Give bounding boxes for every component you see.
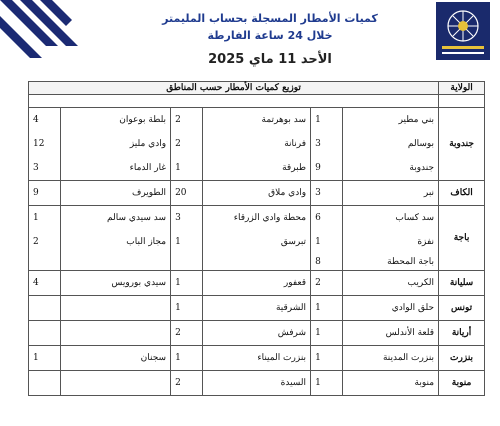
table-subheader-row bbox=[29, 95, 485, 108]
table-row bbox=[29, 371, 485, 396]
governorate-column-header: الولاية bbox=[439, 82, 485, 95]
report-subtitle: خلال 24 ساعة الفارطة bbox=[207, 29, 333, 42]
table-row bbox=[29, 156, 485, 181]
station-name: طبرقة bbox=[203, 156, 311, 181]
station-name: شرفش bbox=[203, 321, 311, 346]
report-date: الأحد 11 ماي 2025 bbox=[208, 52, 332, 67]
table-row bbox=[29, 108, 485, 133]
station-name: بني مطير bbox=[343, 108, 439, 133]
rainfall-value: 20 bbox=[171, 181, 203, 206]
rainfall-value: 12 bbox=[29, 132, 61, 156]
rainfall-value: 1 bbox=[171, 230, 203, 254]
station-name: منوبة bbox=[343, 371, 439, 396]
station-name: سد بوهرتمة bbox=[203, 108, 311, 133]
distribution-column-header: توزيع كميات الأمطار حسب المناطق bbox=[29, 82, 439, 95]
station-name: سد كساب bbox=[343, 206, 439, 231]
table-header-row bbox=[29, 82, 485, 95]
table-row bbox=[29, 254, 485, 271]
station-name: بلطة بوعوان bbox=[61, 108, 171, 133]
rainfall-value: 4 bbox=[29, 271, 61, 296]
governorate-name: تونس bbox=[439, 296, 485, 321]
governorate-name: منوبة bbox=[439, 371, 485, 396]
rainfall-value: 1 bbox=[29, 206, 61, 231]
governorate-name: باجة bbox=[439, 206, 485, 271]
station-name: بنزرت المدينة bbox=[343, 346, 439, 371]
governorate-name: بنزرت bbox=[439, 346, 485, 371]
station-name: حلق الوادي bbox=[343, 296, 439, 321]
station-name: مجاز الباب bbox=[61, 230, 171, 254]
rainfall-value: 3 bbox=[311, 181, 343, 206]
station-name: تبرسق bbox=[203, 230, 311, 254]
rainfall-value: 1 bbox=[311, 108, 343, 133]
rainfall-value: 2 bbox=[171, 321, 203, 346]
station-name: السيدة bbox=[203, 371, 311, 396]
station-name: بنزرت الميناء bbox=[203, 346, 311, 371]
station-name: الشرقية bbox=[203, 296, 311, 321]
rainfall-value: 3 bbox=[171, 206, 203, 231]
station-name: نبر bbox=[343, 181, 439, 206]
rainfall-value: 1 bbox=[311, 371, 343, 396]
diagonal-stripes-icon bbox=[0, 0, 90, 60]
rainfall-value: 9 bbox=[311, 156, 343, 181]
station-name: سد سيدي سالم bbox=[61, 206, 171, 231]
rainfall-value: 2 bbox=[311, 271, 343, 296]
rainfall-value: 1 bbox=[311, 230, 343, 254]
station-name: الطويرف bbox=[61, 181, 171, 206]
station-name bbox=[61, 321, 171, 346]
station-name: فرنانة bbox=[203, 132, 311, 156]
rainfall-value: 1 bbox=[171, 296, 203, 321]
station-name: قلعة الأندلس bbox=[343, 321, 439, 346]
station-name bbox=[61, 296, 171, 321]
rainfall-value bbox=[29, 254, 61, 271]
rainfall-value: 8 bbox=[311, 254, 343, 271]
rainfall-value: 3 bbox=[29, 156, 61, 181]
table-row bbox=[29, 230, 485, 254]
rainfall-table bbox=[28, 81, 485, 396]
station-name: بوسالم bbox=[343, 132, 439, 156]
table-row bbox=[29, 321, 485, 346]
station-name: الكريب bbox=[343, 271, 439, 296]
report-title: كميات الأمطار المسجلة بحساب المليمتر bbox=[162, 12, 378, 25]
station-name: قعفور bbox=[203, 271, 311, 296]
station-name bbox=[61, 254, 171, 271]
station-name: محطة وادي الزرقاء bbox=[203, 206, 311, 231]
rainfall-value: 1 bbox=[171, 156, 203, 181]
rainfall-value: 3 bbox=[311, 132, 343, 156]
rainfall-value: 2 bbox=[29, 230, 61, 254]
rainfall-value: 9 bbox=[29, 181, 61, 206]
station-name: نفزة bbox=[343, 230, 439, 254]
rainfall-value bbox=[171, 254, 203, 271]
table-row bbox=[29, 271, 485, 296]
rainfall-value: 2 bbox=[171, 132, 203, 156]
rainfall-value: 1 bbox=[29, 346, 61, 371]
rainfall-value: 1 bbox=[311, 321, 343, 346]
governorate-name: سليانة bbox=[439, 271, 485, 296]
station-name bbox=[61, 371, 171, 396]
table-row bbox=[29, 181, 485, 206]
institute-logo-icon bbox=[436, 2, 490, 60]
rainfall-value: 1 bbox=[311, 346, 343, 371]
governorate-name: جندوبة bbox=[439, 108, 485, 181]
table-row bbox=[29, 346, 485, 371]
station-name: جندوبة bbox=[343, 156, 439, 181]
rainfall-value: 6 bbox=[311, 206, 343, 231]
rainfall-value bbox=[29, 321, 61, 346]
rainfall-value: 4 bbox=[29, 108, 61, 133]
station-name: سجنان bbox=[61, 346, 171, 371]
table-row bbox=[29, 296, 485, 321]
table-row bbox=[29, 132, 485, 156]
station-name: غار الدماء bbox=[61, 156, 171, 181]
table-row bbox=[29, 206, 485, 231]
rainfall-value bbox=[29, 296, 61, 321]
station-name bbox=[203, 254, 311, 271]
governorate-name: أريانة bbox=[439, 321, 485, 346]
rainfall-value: 2 bbox=[171, 108, 203, 133]
rainfall-value: 1 bbox=[311, 296, 343, 321]
rainfall-value: 2 bbox=[171, 371, 203, 396]
station-name: وادي ملاق bbox=[203, 181, 311, 206]
station-name: وادي مليز bbox=[61, 132, 171, 156]
station-name: سيدي بورويس bbox=[61, 271, 171, 296]
rainfall-value bbox=[29, 371, 61, 396]
governorate-name: الكاف bbox=[439, 181, 485, 206]
rainfall-value: 1 bbox=[171, 271, 203, 296]
station-name: باجة المحطة bbox=[343, 254, 439, 271]
rainfall-value: 1 bbox=[171, 346, 203, 371]
